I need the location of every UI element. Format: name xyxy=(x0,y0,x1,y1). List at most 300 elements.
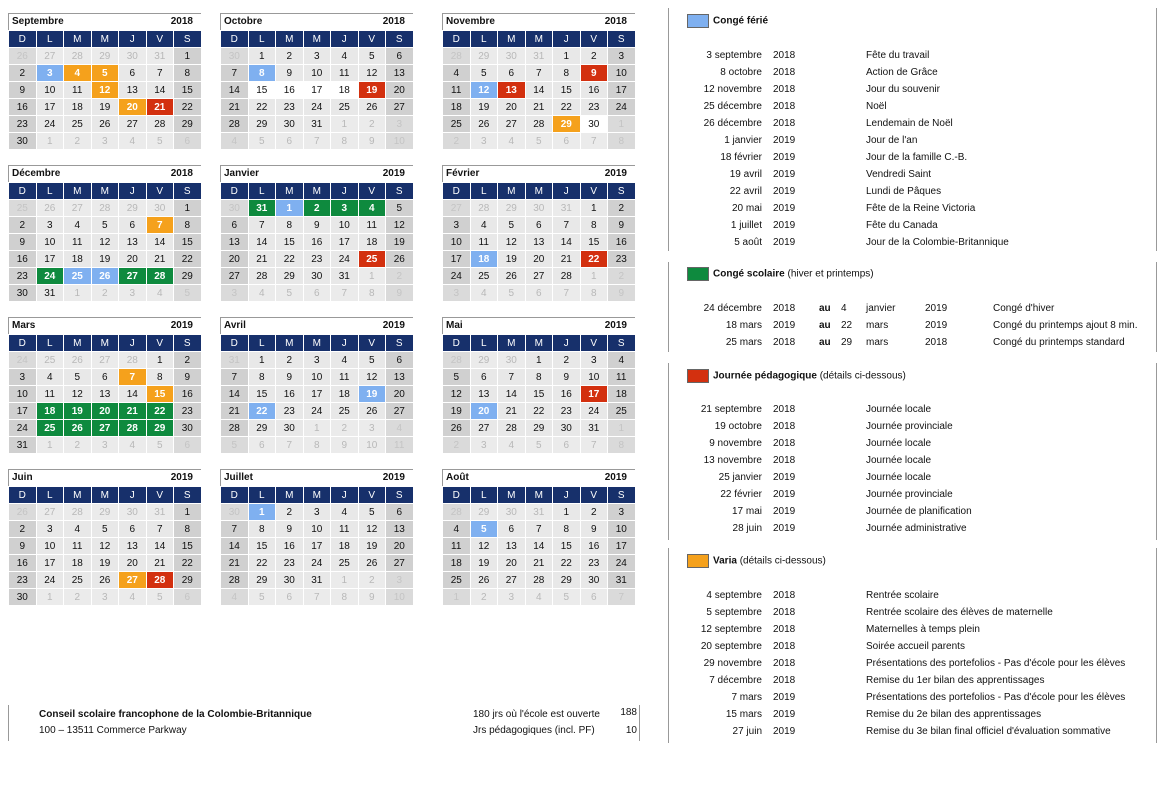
day-cell: 8 xyxy=(174,217,202,234)
day-cell: 20 xyxy=(119,251,147,268)
day-cell: 30 xyxy=(580,116,608,133)
month-year: 2019 xyxy=(170,320,193,331)
day-cell: 17 xyxy=(608,538,636,555)
day-cell: 14 xyxy=(146,234,174,251)
day-cell: 12 xyxy=(91,82,119,99)
legend-cell: 15 mars xyxy=(725,709,762,720)
month-name: Avril xyxy=(224,320,246,331)
day-cell: 25 xyxy=(331,555,359,572)
legend-cell: 27 juin xyxy=(732,726,762,737)
day-cell: 24 xyxy=(303,99,331,116)
day-cell: 8 xyxy=(248,521,276,538)
day-cell: 5 xyxy=(221,437,249,454)
month-year: 2019 xyxy=(382,320,405,331)
legend-row xyxy=(669,487,1156,504)
weekday-header: J xyxy=(119,335,147,352)
legend-row xyxy=(669,150,1156,167)
day-cell: 24 xyxy=(443,268,471,285)
day-cell: 25 xyxy=(36,420,64,437)
legend-cell: Journée locale xyxy=(866,404,932,415)
day-cell: 7 xyxy=(146,521,174,538)
weekday-header: J xyxy=(331,183,359,200)
day-cell: 23 xyxy=(9,572,37,589)
day-cell: 1 xyxy=(174,48,202,65)
day-cell: 4 xyxy=(608,352,636,369)
day-cell: 6 xyxy=(119,217,147,234)
day-cell: 11 xyxy=(443,538,471,555)
legend-cell: 2018 xyxy=(773,624,796,635)
day-cell: 12 xyxy=(358,65,386,82)
legend-row xyxy=(669,235,1156,252)
legend-cell: 2019 xyxy=(773,489,796,500)
day-cell: 19 xyxy=(386,234,414,251)
legend-cell: Jour de la famille C.-B. xyxy=(866,152,968,163)
legend-cell: Remise du 2e bilan des apprentissages xyxy=(866,709,1042,720)
legend-cell: Journée locale xyxy=(866,438,932,449)
day-cell: 26 xyxy=(9,48,37,65)
day-cell: 17 xyxy=(303,82,331,99)
day-cell: 7 xyxy=(303,133,331,150)
day-cell: 22 xyxy=(248,403,276,420)
day-cell: 8 xyxy=(580,217,608,234)
day-cell: 4 xyxy=(470,285,498,302)
day-cell: 5 xyxy=(470,65,498,82)
day-cell: 12 xyxy=(64,386,92,403)
day-cell: 24 xyxy=(608,99,636,116)
day-cell: 6 xyxy=(386,48,414,65)
day-cell: 7 xyxy=(608,589,636,606)
day-cell: 5 xyxy=(248,589,276,606)
day-cell: 3 xyxy=(221,285,249,302)
day-cell: 20 xyxy=(119,555,147,572)
day-cell: 15 xyxy=(146,386,174,403)
weekday-header: V xyxy=(146,183,174,200)
day-cell: 10 xyxy=(608,65,636,82)
legend-cell: Présentations des portefolios - Pas d'école pour les élèves xyxy=(866,658,1126,669)
day-cell: 2 xyxy=(386,268,414,285)
month-février xyxy=(442,165,635,304)
stat-open-days-value: 188 xyxy=(620,707,637,718)
day-cell: 25 xyxy=(64,116,92,133)
scolaire-swatch xyxy=(687,267,709,281)
day-cell: 21 xyxy=(146,251,174,268)
legend-cell: Jour de la Colombie-Britannique xyxy=(866,237,1009,248)
weekday-header: J xyxy=(331,31,359,48)
day-cell: 28 xyxy=(553,268,581,285)
day-cell: 2 xyxy=(64,437,92,454)
legend-row xyxy=(669,622,1156,639)
legend-cell: au xyxy=(819,320,831,331)
month-name: Juin xyxy=(12,472,33,483)
day-cell: 29 xyxy=(470,48,498,65)
weekday-header: S xyxy=(608,183,636,200)
day-cell: 25 xyxy=(9,200,37,217)
day-cell: 7 xyxy=(221,369,249,386)
day-cell: 14 xyxy=(525,538,553,555)
day-cell: 8 xyxy=(276,217,304,234)
weekday-header: L xyxy=(470,335,498,352)
day-cell: 4 xyxy=(36,369,64,386)
legend-pedago-title: Journée pédagogique (détails ci-dessous) xyxy=(687,369,906,383)
day-cell: 31 xyxy=(303,572,331,589)
weekday-header: L xyxy=(36,487,64,504)
weekday-header: D xyxy=(9,183,37,200)
legend-cell: Congé du printemps ajout 8 min. xyxy=(993,320,1138,331)
day-cell: 29 xyxy=(174,116,202,133)
weekday-header: L xyxy=(248,31,276,48)
legend-cell: 20 septembre xyxy=(700,641,762,652)
day-cell: 20 xyxy=(498,555,526,572)
day-cell: 27 xyxy=(64,200,92,217)
day-cell: 15 xyxy=(276,234,304,251)
day-cell: 28 xyxy=(221,116,249,133)
weekday-header: L xyxy=(36,183,64,200)
legend-cell: 5 septembre xyxy=(706,607,762,618)
day-cell: 31 xyxy=(303,116,331,133)
day-cell: 6 xyxy=(119,521,147,538)
legend-row xyxy=(669,724,1156,741)
weekday-header: L xyxy=(248,335,276,352)
month-décembre xyxy=(8,165,201,304)
month-août xyxy=(442,469,635,608)
day-cell: 7 xyxy=(146,217,174,234)
day-cell: 4 xyxy=(119,589,147,606)
month-janvier xyxy=(220,165,413,304)
legend-cell: 25 mars xyxy=(725,337,762,348)
weekday-header: V xyxy=(358,183,386,200)
day-cell: 9 xyxy=(276,369,304,386)
day-cell: 2 xyxy=(64,589,92,606)
day-cell: 5 xyxy=(146,437,174,454)
day-cell: 16 xyxy=(9,555,37,572)
weekday-header: L xyxy=(470,183,498,200)
day-cell: 8 xyxy=(174,65,202,82)
day-cell: 5 xyxy=(276,285,304,302)
day-cell: 1 xyxy=(553,504,581,521)
day-cell: 19 xyxy=(498,251,526,268)
day-cell: 18 xyxy=(443,555,471,572)
legend-cell: 19 octobre xyxy=(714,421,762,432)
day-cell: 26 xyxy=(64,420,92,437)
day-cell: 9 xyxy=(580,521,608,538)
month-header xyxy=(220,165,413,182)
day-cell: 31 xyxy=(580,420,608,437)
stat-pedago-days-label: Jrs pédagogiques (incl. PF) xyxy=(473,725,595,736)
day-cell: 10 xyxy=(443,234,471,251)
day-cell: 7 xyxy=(303,589,331,606)
day-cell: 28 xyxy=(119,420,147,437)
legend-cell: 25 janvier xyxy=(718,472,762,483)
day-cell: 1 xyxy=(580,268,608,285)
day-cell: 6 xyxy=(525,285,553,302)
day-cell: 25 xyxy=(443,116,471,133)
legend-row xyxy=(669,133,1156,150)
day-cell: 10 xyxy=(386,589,414,606)
legend-varia-title: Varia (détails ci-dessous) xyxy=(687,554,826,568)
day-cell: 10 xyxy=(303,65,331,82)
day-cell: 19 xyxy=(358,82,386,99)
day-cell: 9 xyxy=(386,285,414,302)
weekday-header: M xyxy=(64,487,92,504)
legend-row xyxy=(669,436,1156,453)
day-cell: 20 xyxy=(525,251,553,268)
legend-cell: 4 xyxy=(841,303,847,314)
day-cell: 23 xyxy=(276,99,304,116)
day-cell: 24 xyxy=(36,268,64,285)
day-cell: 15 xyxy=(174,82,202,99)
day-cell: 30 xyxy=(498,352,526,369)
day-cell: 23 xyxy=(276,403,304,420)
day-cell: 4 xyxy=(331,48,359,65)
weekday-header: D xyxy=(9,335,37,352)
legend-row xyxy=(669,707,1156,724)
day-cell: 16 xyxy=(580,82,608,99)
day-cell: 4 xyxy=(331,504,359,521)
day-cell: 12 xyxy=(470,538,498,555)
day-cell: 31 xyxy=(608,572,636,589)
weekday-header: J xyxy=(119,183,147,200)
legend-cell: Action de Grâce xyxy=(866,67,938,78)
day-cell: 12 xyxy=(498,234,526,251)
day-cell: 8 xyxy=(580,285,608,302)
day-cell: 6 xyxy=(553,133,581,150)
day-cell: 2 xyxy=(174,352,202,369)
day-cell: 19 xyxy=(443,403,471,420)
weekday-header: M xyxy=(276,335,304,352)
legend-cell: Lendemain de Noël xyxy=(866,118,953,129)
day-cell: 3 xyxy=(91,437,119,454)
legend-cell: 2019 xyxy=(773,152,796,163)
day-cell: 22 xyxy=(525,403,553,420)
day-cell: 16 xyxy=(303,234,331,251)
day-cell: 29 xyxy=(91,504,119,521)
day-cell: 14 xyxy=(553,234,581,251)
legend-cell: 2019 xyxy=(773,523,796,534)
day-cell: 31 xyxy=(525,48,553,65)
day-cell: 25 xyxy=(608,403,636,420)
day-cell: 2 xyxy=(9,217,37,234)
weekday-header: M xyxy=(303,335,331,352)
legend-cell: 17 mai xyxy=(731,506,762,517)
day-cell: 10 xyxy=(36,234,64,251)
day-cell: 30 xyxy=(580,572,608,589)
legend-row xyxy=(669,301,1156,318)
weekday-header: J xyxy=(553,487,581,504)
day-cell: 1 xyxy=(303,420,331,437)
weekday-header: V xyxy=(580,31,608,48)
weekday-header: V xyxy=(358,31,386,48)
day-cell: 29 xyxy=(174,572,202,589)
day-cell: 22 xyxy=(146,403,174,420)
day-cell: 5 xyxy=(525,133,553,150)
legend-cell: 2019 xyxy=(773,726,796,737)
legend-pedago xyxy=(668,363,1157,540)
legend-cell: 2018 xyxy=(773,84,796,95)
day-cell: 6 xyxy=(248,437,276,454)
day-cell: 25 xyxy=(470,268,498,285)
stat-open-days-label: 180 jrs où l'école est ouverte xyxy=(473,709,600,720)
day-cell: 5 xyxy=(146,133,174,150)
month-header xyxy=(442,317,635,334)
legend-cell: Jour du souvenir xyxy=(866,84,940,95)
day-cell: 28 xyxy=(64,504,92,521)
day-cell: 17 xyxy=(36,555,64,572)
legend-cell: Maternelles à temps plein xyxy=(866,624,980,635)
day-cell: 19 xyxy=(470,555,498,572)
day-cell: 11 xyxy=(331,369,359,386)
legend-cell: 2018 xyxy=(773,421,796,432)
day-cell: 5 xyxy=(174,285,202,302)
weekday-header: J xyxy=(331,335,359,352)
weekday-header: D xyxy=(9,31,37,48)
day-cell: 28 xyxy=(146,116,174,133)
day-cell: 5 xyxy=(443,369,471,386)
day-cell: 27 xyxy=(498,116,526,133)
day-cell: 1 xyxy=(248,504,276,521)
day-cell: 5 xyxy=(91,521,119,538)
day-cell: 11 xyxy=(608,369,636,386)
legend-cell: 21 septembre xyxy=(700,404,762,415)
day-cell: 9 xyxy=(553,369,581,386)
month-header xyxy=(8,469,201,486)
legend-cell: 5 août xyxy=(734,237,762,248)
day-cell: 7 xyxy=(221,521,249,538)
legend-cell: Noël xyxy=(866,101,887,112)
day-cell: 19 xyxy=(64,403,92,420)
legend-cell: 1 janvier xyxy=(724,135,762,146)
day-cell: 2 xyxy=(276,48,304,65)
day-cell: 29 xyxy=(146,420,174,437)
day-cell: 16 xyxy=(276,82,304,99)
day-cell: 30 xyxy=(303,268,331,285)
legend-cell: Journée locale xyxy=(866,455,932,466)
legend-cell: 4 septembre xyxy=(706,590,762,601)
day-cell: 30 xyxy=(119,48,147,65)
weekday-header: V xyxy=(146,31,174,48)
day-cell: 8 xyxy=(248,65,276,82)
weekday-header: V xyxy=(580,183,608,200)
month-novembre xyxy=(442,13,635,152)
legend-cell: Rentrée scolaire des élèves de maternelle xyxy=(866,607,1053,618)
day-cell: 19 xyxy=(470,99,498,116)
day-cell: 30 xyxy=(9,285,37,302)
day-cell: 28 xyxy=(443,352,471,369)
day-cell: 16 xyxy=(553,386,581,403)
weekday-header: M xyxy=(276,31,304,48)
day-cell: 16 xyxy=(276,386,304,403)
day-cell: 1 xyxy=(358,268,386,285)
day-cell: 26 xyxy=(91,268,119,285)
legend-ferie-title: Congé férié xyxy=(687,14,768,28)
day-cell: 9 xyxy=(358,133,386,150)
day-cell: 17 xyxy=(36,251,64,268)
day-cell: 7 xyxy=(498,369,526,386)
legend-cell: 22 février xyxy=(720,489,762,500)
day-cell: 7 xyxy=(146,65,174,82)
legend-cell: au xyxy=(819,303,831,314)
day-cell: 14 xyxy=(146,82,174,99)
day-cell: 8 xyxy=(608,437,636,454)
day-cell: 6 xyxy=(386,352,414,369)
weekday-header: L xyxy=(248,487,276,504)
legend-row xyxy=(669,504,1156,521)
legend-cell: Jour de l'an xyxy=(866,135,918,146)
day-cell: 23 xyxy=(553,403,581,420)
day-cell: 29 xyxy=(470,352,498,369)
month-name: Septembre xyxy=(12,16,64,27)
org-address: 100 – 13511 Commerce Parkway xyxy=(39,725,187,736)
day-cell: 5 xyxy=(553,589,581,606)
day-cell: 4 xyxy=(386,420,414,437)
day-cell: 17 xyxy=(303,538,331,555)
month-avril xyxy=(220,317,413,456)
weekday-header: J xyxy=(331,487,359,504)
footer xyxy=(8,705,640,741)
legend-row xyxy=(669,65,1156,82)
day-cell: 3 xyxy=(443,217,471,234)
day-cell: 1 xyxy=(248,352,276,369)
day-cell: 18 xyxy=(331,82,359,99)
day-cell: 24 xyxy=(9,420,37,437)
day-cell: 21 xyxy=(119,403,147,420)
day-cell: 3 xyxy=(498,589,526,606)
weekday-header: J xyxy=(553,31,581,48)
day-cell: 23 xyxy=(9,116,37,133)
day-cell: 25 xyxy=(331,403,359,420)
day-cell: 3 xyxy=(36,65,64,82)
day-cell: 8 xyxy=(174,521,202,538)
day-cell: 2 xyxy=(331,420,359,437)
month-year: 2019 xyxy=(604,320,627,331)
legend-cell: 2018 xyxy=(773,50,796,61)
day-cell: 28 xyxy=(64,48,92,65)
month-name: Octobre xyxy=(224,16,263,27)
day-cell: 24 xyxy=(36,572,64,589)
day-cell: 25 xyxy=(358,251,386,268)
weekday-header: M xyxy=(525,31,553,48)
day-cell: 15 xyxy=(174,234,202,251)
day-cell: 3 xyxy=(91,589,119,606)
day-cell: 3 xyxy=(386,572,414,589)
day-cell: 27 xyxy=(525,268,553,285)
day-cell: 4 xyxy=(221,133,249,150)
day-cell: 18 xyxy=(331,538,359,555)
day-cell: 1 xyxy=(553,48,581,65)
day-cell: 4 xyxy=(64,521,92,538)
legend-cell: 2019 xyxy=(773,692,796,703)
day-cell: 27 xyxy=(498,572,526,589)
legend-row xyxy=(669,318,1156,335)
day-cell: 10 xyxy=(36,82,64,99)
day-cell: 6 xyxy=(498,65,526,82)
day-cell: 30 xyxy=(498,504,526,521)
legend-cell: 2018 xyxy=(773,675,796,686)
day-cell: 4 xyxy=(119,437,147,454)
day-cell: 28 xyxy=(470,200,498,217)
day-cell: 31 xyxy=(331,268,359,285)
day-cell: 20 xyxy=(386,538,414,555)
legend-row xyxy=(669,453,1156,470)
day-cell: 13 xyxy=(386,65,414,82)
legend-cell: Journée locale xyxy=(866,472,932,483)
day-cell: 13 xyxy=(386,369,414,386)
weekday-header: V xyxy=(580,335,608,352)
day-cell: 10 xyxy=(386,133,414,150)
weekday-header: M xyxy=(91,183,119,200)
day-cell: 1 xyxy=(174,504,202,521)
day-cell: 2 xyxy=(64,133,92,150)
day-cell: 20 xyxy=(498,99,526,116)
